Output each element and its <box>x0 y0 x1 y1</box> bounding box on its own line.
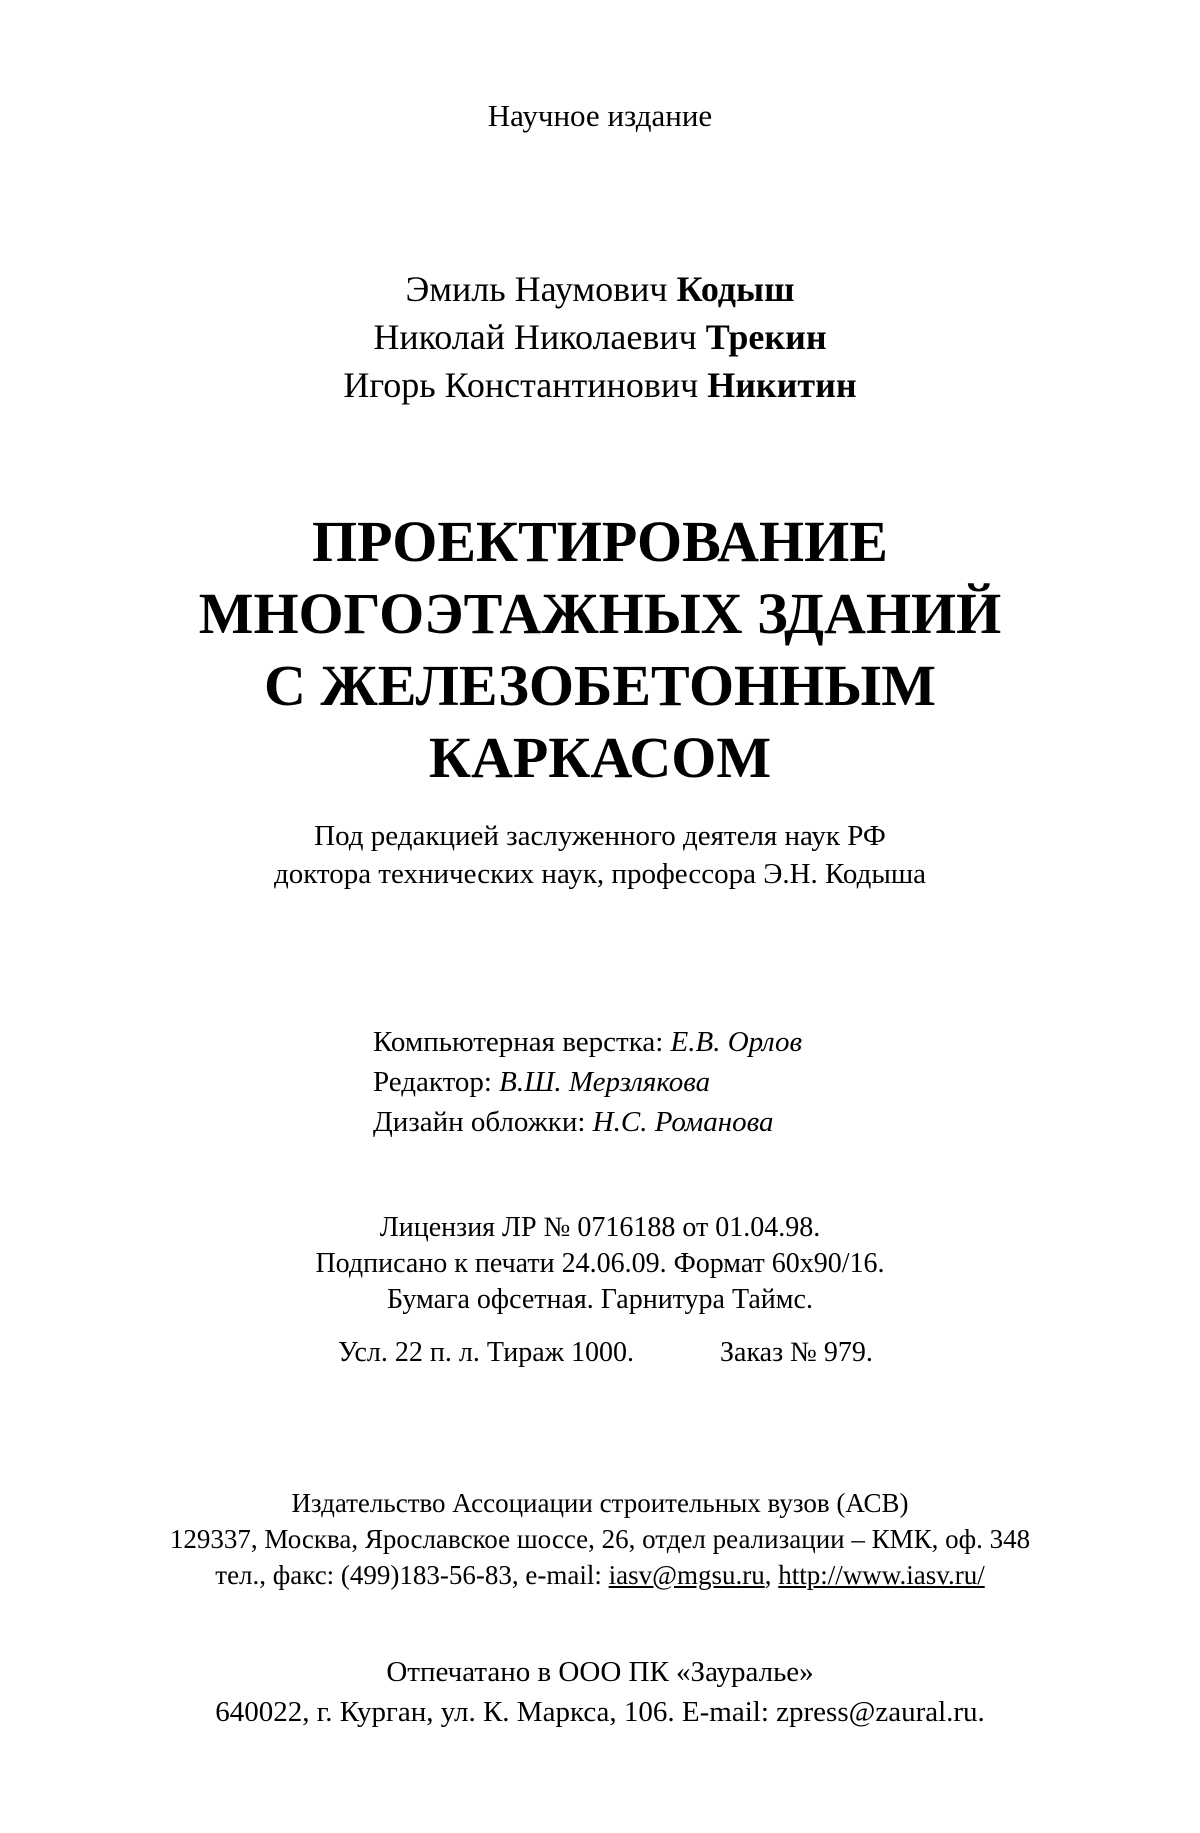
editorial-line-2: доктора технических наук, профессора Э.Н. Кодыша <box>273 858 927 890</box>
license-line-1: Лицензия ЛР № 0716188 от 01.04.98. <box>379 1212 821 1243</box>
license-line-3: Бумага офсетная. Гарнитура Таймс. <box>387 1284 813 1315</box>
credit-cover-role: Дизайн обложки: <box>373 1106 586 1138</box>
title-line-3: С ЖЕЛЕЗОБЕТОННЫМ <box>264 653 936 718</box>
title-line-2: МНОГОЭТАЖНЫХ ЗДАНИЙ <box>198 581 1002 646</box>
credit-editor <box>373 1062 802 1102</box>
title-line-4: КАРКАСОМ <box>428 725 772 790</box>
author-2-surname: Трекин <box>705 317 827 357</box>
publisher-email-link[interactable]: iasv@mgsu.ru <box>608 1560 765 1590</box>
credit-cover <box>373 1102 802 1142</box>
author-2 <box>0 316 1200 358</box>
credit-editor-role: Редактор: <box>373 1066 492 1098</box>
print-order: Заказ № 979. <box>720 1337 873 1368</box>
license-line-2: Подписано к печати 24.06.09. Формат 60x90/16. <box>315 1248 885 1279</box>
publisher-address: 129337, Москва, Ярославское шоссе, 26, отдел реализации – КМК, оф. 348 <box>169 1524 1031 1554</box>
printer-line-2: 640022, г. Курган, ул. К. Маркса, 106. E-mail: zpress@zaural.ru. <box>215 1696 985 1728</box>
credit-layout <box>373 1022 802 1062</box>
credit-editor-name: В.Ш. Мерзлякова <box>499 1066 711 1098</box>
author-3-given: Игорь Константинович <box>343 365 699 405</box>
author-1-surname: Кодыш <box>676 269 795 309</box>
publisher-phone: тел., факс: (499)183-56-83, e-mail: <box>215 1560 609 1590</box>
publisher-contacts <box>0 1560 1200 1591</box>
publisher-website-link[interactable]: http://www.iasv.ru/ <box>778 1560 985 1590</box>
credit-layout-name: Е.В. Орлов <box>670 1026 803 1058</box>
author-1 <box>0 268 1200 310</box>
publisher-name: Издательство Ассоциации строительных вузов (АСВ) <box>291 1488 909 1518</box>
print-volume: Усл. 22 п. л. Тираж 1000. <box>338 1337 634 1368</box>
credits-block <box>373 1022 802 1142</box>
credit-cover-name: Н.С. Романова <box>592 1106 774 1138</box>
author-3 <box>0 364 1200 406</box>
editorial-line-1: Под редакцией заслуженного деятеля наук РФ <box>314 820 886 852</box>
edition-type: Научное издание <box>487 98 713 133</box>
author-1-given: Эмиль Наумович <box>405 269 668 309</box>
printer-line-1: Отпечатано в ООО ПК «Зауралье» <box>386 1656 814 1688</box>
credit-layout-role: Компьютерная верстка: <box>373 1026 664 1058</box>
author-2-given: Николай Николаевич <box>373 317 697 357</box>
publisher-separator: , <box>764 1560 779 1590</box>
title-line-1: ПРОЕКТИРОВАНИЕ <box>312 509 888 574</box>
author-3-surname: Никитин <box>707 365 857 405</box>
